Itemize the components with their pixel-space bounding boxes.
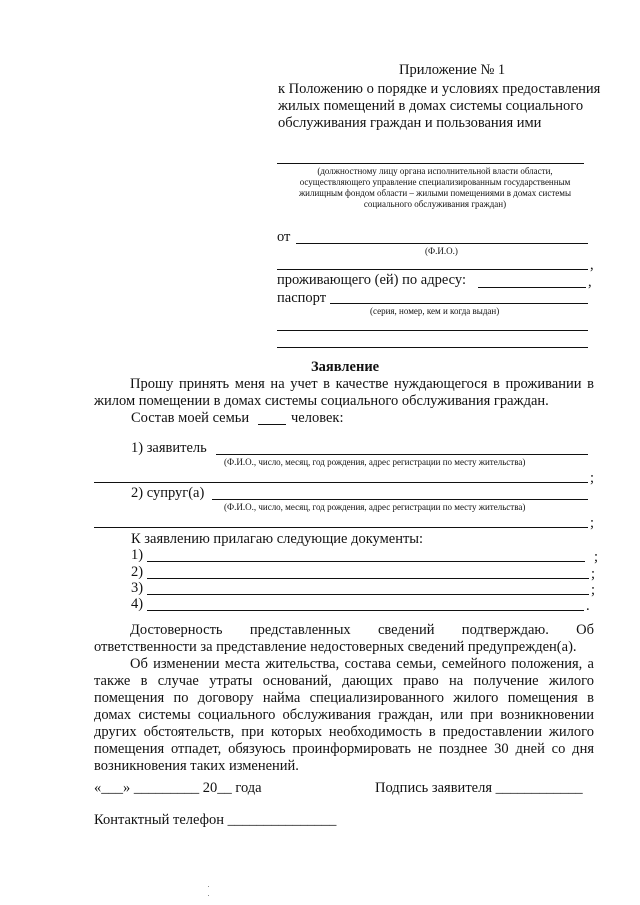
document-line[interactable]: [147, 610, 584, 611]
appendix-title: Приложение № 1: [399, 62, 506, 78]
applicant-label: 1) заявитель: [131, 440, 207, 456]
document-item-number: 1): [131, 547, 144, 563]
document-item-number: 2): [131, 564, 144, 580]
passport-label: паспорт: [277, 290, 327, 306]
appendix-subtitle-line-1: к Положению о порядке и условиях предоставления: [278, 81, 601, 97]
statement-paragraph-request: Прошу принять меня на учет в качестве нуждающегося в проживании в жилом помещении в домах системы социального обслуживания граждан.: [94, 376, 594, 409]
spouse-hint: (Ф.И.О., число, месяц, год рождения, адрес регистрации по месту жительства): [224, 502, 526, 512]
applicant-hint: (Ф.И.О., число, месяц, год рождения, адрес регистрации по месту жительства): [224, 457, 526, 467]
address-line[interactable]: [478, 287, 586, 288]
document-item-end: ;: [591, 566, 596, 582]
passport-line-3[interactable]: [277, 347, 588, 348]
scan-speck: [208, 895, 209, 896]
from-line-2[interactable]: [277, 269, 588, 270]
date-field[interactable]: «___» _________ 20__ года: [94, 780, 262, 796]
address-label: проживающего (ей) по адресу:: [277, 272, 466, 288]
passport-hint: (серия, номер, кем и когда выдан): [370, 306, 500, 316]
appendix-subtitle-line-3: обслуживания граждан и пользования ими: [278, 115, 542, 131]
document-item-end: ;: [594, 549, 599, 565]
comma-mark-2: ,: [588, 274, 592, 290]
applicant-line[interactable]: [216, 454, 588, 455]
document-item-number: 3): [131, 580, 144, 596]
document-line[interactable]: [147, 578, 589, 579]
semicolon-mark: ;: [590, 470, 595, 486]
document-item-number: 4): [131, 596, 144, 612]
spouse-line-2[interactable]: [94, 527, 588, 528]
documents-intro: К заявлению прилагаю следующие документы:: [131, 531, 424, 547]
statement-heading: Заявление: [311, 359, 380, 375]
passport-line-2[interactable]: [277, 330, 588, 331]
spouse-label: 2) супруг(а): [131, 485, 205, 501]
family-count-field[interactable]: [258, 424, 286, 425]
family-label: Состав моей семьи: [131, 410, 250, 426]
addressee-hint: (должностному лицу органа исполнительной власти области, осуществляющего управление специализированным государственным жилищным фондом области – жилыми помещениями в домах системы социального обслуживания граждан): [298, 166, 572, 209]
passport-line[interactable]: [330, 303, 588, 304]
changes-paragraph: Об изменении места жительства, состава семьи, семейного положения, а также в случае утраты оснований, дающих право на получение жилого помещения по договору найма специализированного жилого помещения в домах системы социального обслуживания граждан, или при возникновении других обстоятельств, при которых необходимость в предоставлении жилого помещения отпадет, обязуюсь проинформировать не позднее 30 дней со дня возникновения таких изменений.: [94, 656, 594, 774]
semicolon-mark-2: ;: [590, 515, 595, 531]
scan-speck: [208, 886, 209, 887]
from-label: от: [277, 229, 291, 245]
document-item-end: .: [586, 598, 590, 614]
document-line[interactable]: [147, 561, 585, 562]
reliability-paragraph: Достоверность представленных сведений подтверждаю. Об ответственности за представление недостоверных сведений предупрежден(а).: [94, 622, 594, 655]
document-item-end: ;: [591, 582, 596, 598]
appendix-subtitle-line-2: жилых помещений в домах системы социального: [278, 98, 584, 114]
addressee-line[interactable]: [277, 163, 584, 164]
document-line[interactable]: [147, 594, 589, 595]
signature-field[interactable]: Подпись заявителя ____________: [375, 780, 583, 796]
from-line[interactable]: [296, 243, 588, 244]
comma-mark: ,: [590, 257, 594, 273]
fio-hint: (Ф.И.О.): [425, 246, 458, 256]
applicant-line-2[interactable]: [94, 482, 588, 483]
family-suffix: человек:: [291, 410, 344, 426]
spouse-line[interactable]: [212, 499, 588, 500]
contact-phone-field[interactable]: Контактный телефон _______________: [94, 812, 337, 828]
